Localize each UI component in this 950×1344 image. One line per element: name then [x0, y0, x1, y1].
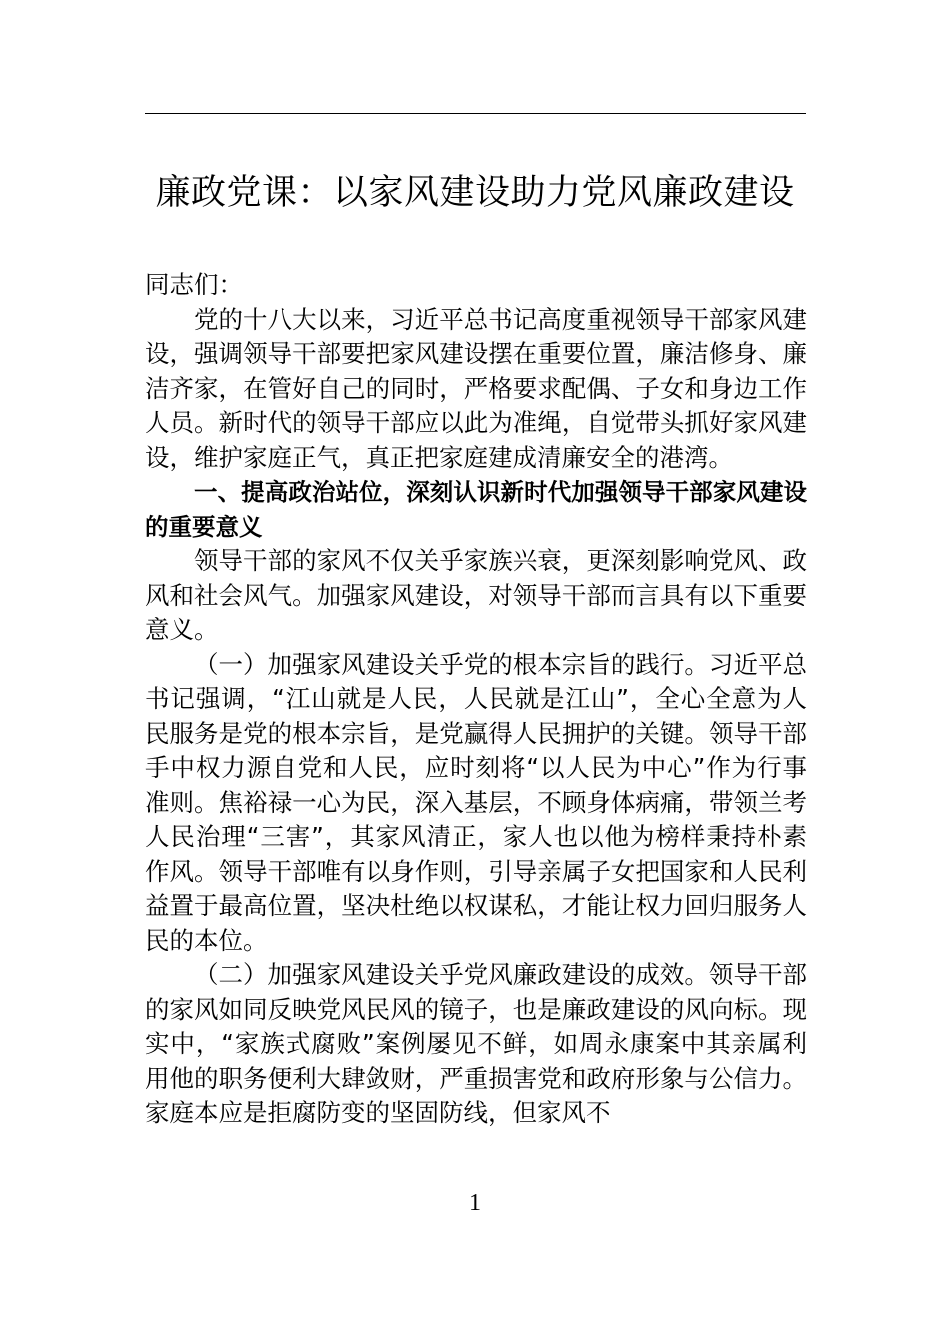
- paragraph-significance: 领导干部的家风不仅关乎家族兴衰，更深刻影响党风、政风和社会风气。加强家风建设，对领导干部而言具有以下重要意义。: [145, 546, 807, 644]
- paragraph-intro: 党的十八大以来，习近平总书记高度重视领导干部家风建设，强调领导干部要把家风建设摆在重要位置，廉洁修身、廉洁齐家，在管好自己的同时，严格要求配偶、子女和身边工作人员。新时代的领导干部应以此为准绳，自觉带头抓好家风建设，维护家庭正气，真正把家庭建成清廉安全的港湾。: [145, 304, 807, 472]
- document-body: [145, 268, 807, 1131]
- document-title: 廉政党课：以家风建设助力党风廉政建设: [155, 173, 795, 213]
- header-rule: [145, 113, 806, 114]
- section-heading-1: 一、提高政治站位，深刻认识新时代加强领导干部家风建设的重要意义: [145, 478, 807, 541]
- paragraph-point-1: （一）加强家风建设关乎党的根本宗旨的践行。习近平总书记强调，“江山就是人民，人民就是江山”，全心全意为人民服务是党的根本宗旨，是党赢得人民拥护的关键。领导干部手中权力源自党和人民，应时刻将“以人民为中心”作为行事准则。焦裕禄一心为民，深入基层，不顾身体病痛，带领兰考人民治理“三害”，其家风清正，家人也以他为榜样秉持朴素作风。领导干部唯有以身作则，引导亲属子女把国家和人民利益置于最高位置，坚决杜绝以权谋私，才能让权力回归服务人民的本位。: [145, 649, 807, 955]
- paragraph-point-2: （二）加强家风建设关乎党风廉政建设的成效。领导干部的家风如同反映党风民风的镜子，也是廉政建设的风向标。现实中，“家族式腐败”案例屡见不鲜，如周永康案中其亲属利用他的职务便利大肆敛财，严重损害党和政府形象与公信力。家庭本应是拒腐防变的坚固防线，但家风不: [145, 960, 807, 1127]
- salutation: 同志们：: [145, 270, 243, 299]
- page-number: 1: [469, 1190, 481, 1216]
